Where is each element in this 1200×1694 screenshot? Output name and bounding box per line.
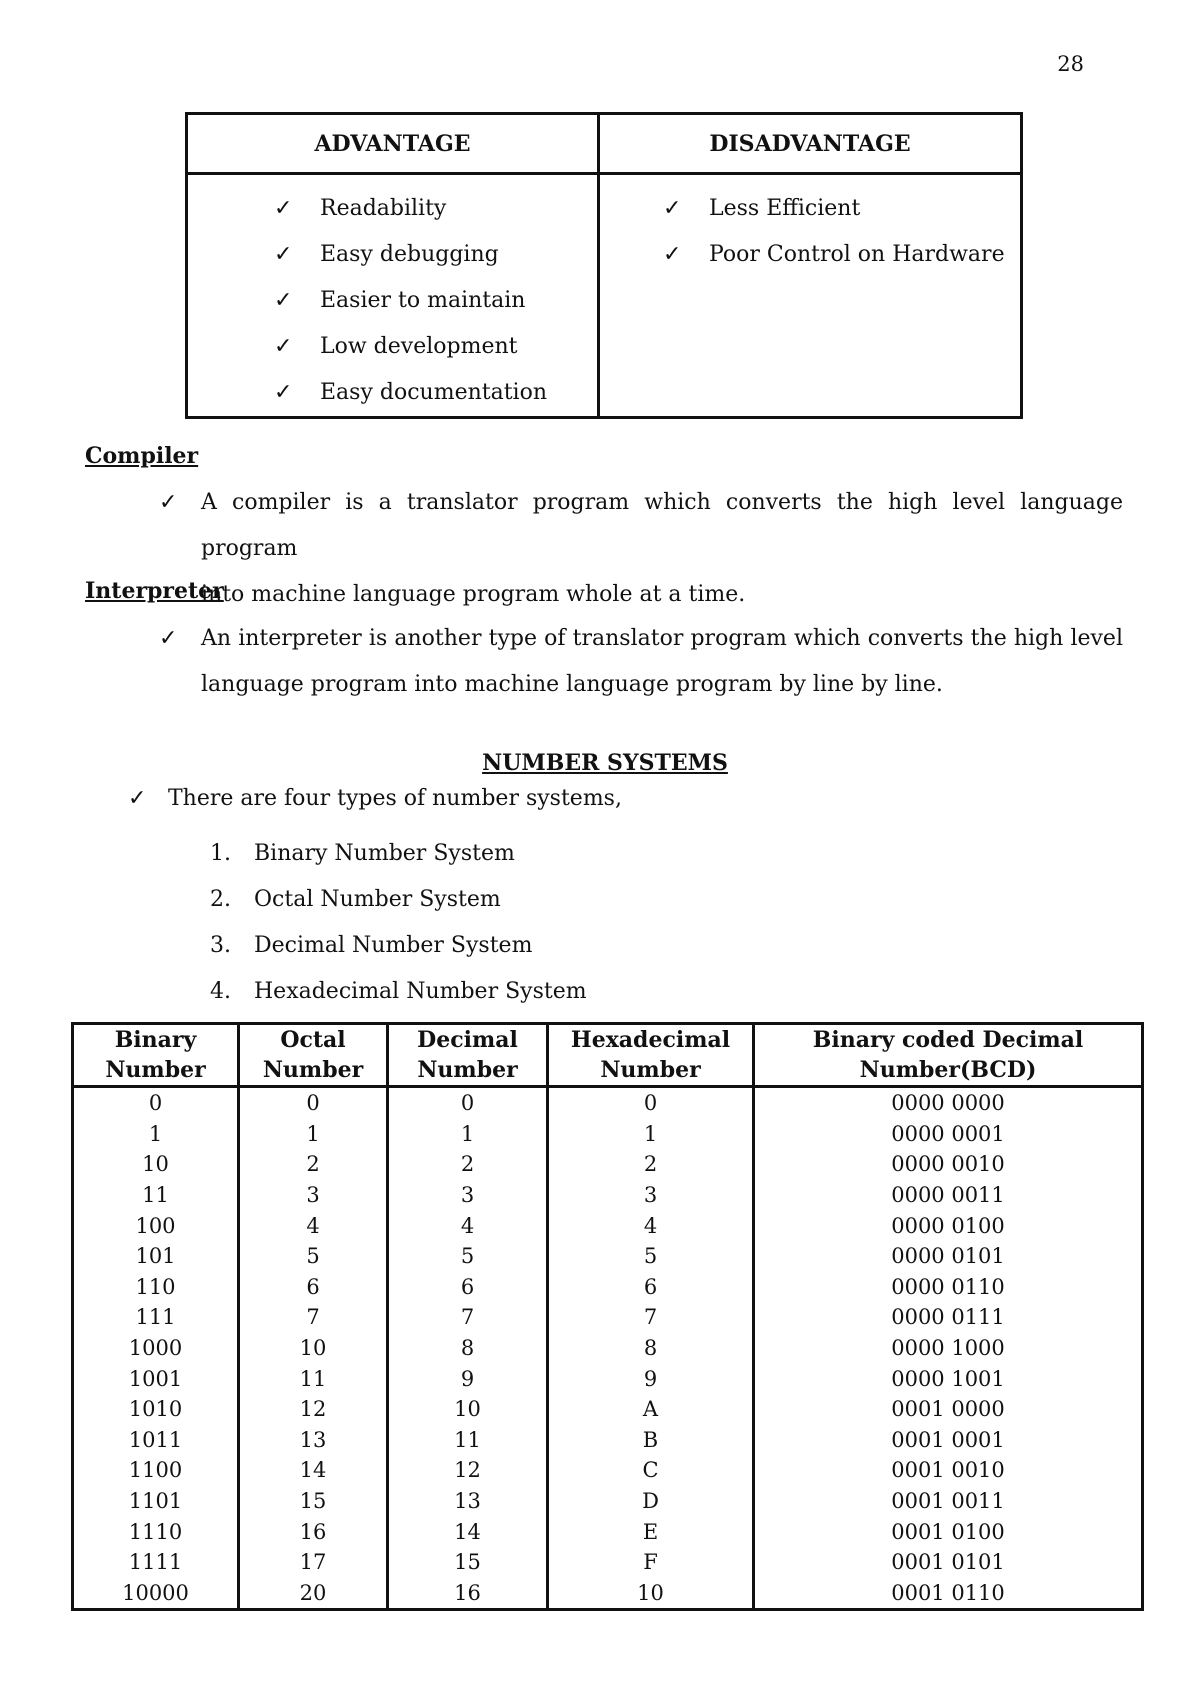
table-row — [73, 1516, 1143, 1547]
column-header-line: Binary coded Decimal — [812, 1027, 1084, 1053]
table-cell: 2 — [388, 1149, 548, 1180]
table-cell: 0001 0000 — [754, 1394, 1143, 1425]
column-header-line: Octal — [280, 1027, 346, 1053]
table-cell: 6 — [548, 1272, 754, 1303]
table-row — [73, 1272, 1143, 1303]
column-header-line: Binary — [114, 1027, 197, 1053]
disadvantage-list — [601, 185, 1019, 277]
column-header-line: Decimal — [417, 1027, 518, 1053]
interpreter-line-1: An interpreter is another type of translator program which converts the high level — [201, 626, 1123, 651]
table-cell: 15 — [388, 1547, 548, 1578]
table-cell: 6 — [388, 1272, 548, 1303]
table-cell: 3 — [388, 1180, 548, 1211]
item-label: Binary Number System — [254, 840, 515, 866]
item-label: Octal Number System — [254, 886, 501, 912]
table-cell: 12 — [239, 1394, 388, 1425]
table-cell: 1000 — [73, 1333, 239, 1364]
compiler-line-1: A compiler is a translator program which converts the high level language program — [201, 490, 1123, 561]
compiler-heading: Compiler — [85, 443, 199, 469]
number-systems-list — [210, 830, 587, 1014]
table-cell: 1111 — [73, 1547, 239, 1578]
table-cell: 16 — [239, 1516, 388, 1547]
column-header-line: Hexadecimal — [570, 1027, 731, 1053]
item-label: Decimal Number System — [254, 932, 533, 958]
advantage-item — [274, 277, 596, 323]
table-cell: 9 — [548, 1363, 754, 1394]
table-cell: 13 — [388, 1486, 548, 1517]
table-row — [73, 1394, 1143, 1425]
compiler-line-2: into machine language program whole at a time. — [201, 582, 746, 607]
table-cell: 0001 0101 — [754, 1547, 1143, 1578]
item-number: 4. — [210, 978, 231, 1004]
column-header-line: Number — [600, 1057, 701, 1083]
number-system-item — [210, 922, 587, 968]
table-cell: 0001 0010 — [754, 1455, 1143, 1486]
check-mark-icon: ✓ — [274, 333, 293, 359]
table-row — [73, 1302, 1143, 1333]
column-header — [548, 1024, 754, 1087]
disadvantage-item — [663, 231, 1019, 277]
table-cell: 11 — [239, 1363, 388, 1394]
table-row — [73, 1363, 1143, 1394]
table-cell: 7 — [548, 1302, 754, 1333]
table-row — [73, 1486, 1143, 1517]
table-cell: 5 — [239, 1241, 388, 1272]
advantage-label: Easy debugging — [320, 241, 499, 267]
table-cell: 5 — [548, 1241, 754, 1272]
column-header — [239, 1024, 388, 1087]
table-cell: 7 — [239, 1302, 388, 1333]
table-cell: 0 — [73, 1087, 239, 1119]
disadvantage-label: Poor Control on Hardware — [709, 241, 1005, 267]
table-cell: 16 — [388, 1578, 548, 1610]
table-row — [73, 1119, 1143, 1150]
table-cell: 14 — [239, 1455, 388, 1486]
table-cell: 7 — [388, 1302, 548, 1333]
table-cell: 0000 0001 — [754, 1119, 1143, 1150]
table-cell: 20 — [239, 1578, 388, 1610]
item-number: 2. — [210, 886, 231, 912]
table-cell: 0001 0100 — [754, 1516, 1143, 1547]
number-systems-table — [71, 1022, 1144, 1611]
number-systems-title: NUMBER SYSTEMS — [482, 750, 728, 776]
table-cell: 1100 — [73, 1455, 239, 1486]
advantage-label: Easier to maintain — [320, 287, 526, 313]
table-cell: 1 — [388, 1119, 548, 1150]
column-header-line: Number — [262, 1057, 364, 1083]
disadvantage-label: Less Efficient — [709, 195, 861, 221]
table-cell: 1110 — [73, 1516, 239, 1547]
table-cell: 10 — [239, 1333, 388, 1364]
table-cell: 0000 0000 — [754, 1087, 1143, 1119]
table-cell: 2 — [239, 1149, 388, 1180]
table-row — [73, 1241, 1143, 1272]
table-cell: 8 — [388, 1333, 548, 1364]
table-row — [73, 1149, 1143, 1180]
table-cell: 1101 — [73, 1486, 239, 1517]
table-cell: D — [548, 1486, 754, 1517]
intro-text: There are four types of number systems, — [168, 786, 622, 811]
table-cell: 0000 1000 — [754, 1333, 1143, 1364]
table-cell: 4 — [388, 1210, 548, 1241]
table-cell: 0001 0110 — [754, 1578, 1143, 1610]
table-cell: 1010 — [73, 1394, 239, 1425]
table-row — [73, 1210, 1143, 1241]
number-systems-intro — [128, 786, 622, 811]
item-label: Hexadecimal Number System — [254, 978, 587, 1004]
table-cell: 0000 0111 — [754, 1302, 1143, 1333]
page-number: 28 — [1057, 52, 1084, 76]
column-header — [73, 1024, 239, 1087]
column-header — [388, 1024, 548, 1087]
disadvantage-item — [663, 185, 1019, 231]
number-system-item — [210, 876, 587, 922]
table-cell: 1 — [73, 1119, 239, 1150]
interpreter-paragraph — [159, 616, 1123, 708]
check-mark-icon: ✓ — [128, 786, 147, 811]
table-cell: 6 — [239, 1272, 388, 1303]
table-cell: 3 — [548, 1180, 754, 1211]
table-cell: 0001 0011 — [754, 1486, 1143, 1517]
advantage-item — [274, 323, 596, 369]
table-cell: 0000 0110 — [754, 1272, 1143, 1303]
table-cell: 2 — [548, 1149, 754, 1180]
advantage-label: Low development — [320, 333, 518, 359]
advantage-item — [274, 231, 596, 277]
table-cell: 0 — [239, 1087, 388, 1119]
advantage-disadvantage-table — [185, 112, 1023, 419]
check-mark-icon: ✓ — [274, 379, 293, 405]
table-row — [73, 1180, 1143, 1211]
interpreter-heading: Interpreter — [85, 578, 224, 604]
advantage-label: Readability — [320, 195, 447, 221]
item-number: 3. — [210, 932, 231, 958]
compiler-paragraph — [159, 480, 1123, 618]
table-cell: 0000 0010 — [754, 1149, 1143, 1180]
table-cell: 9 — [388, 1363, 548, 1394]
table-cell: 0000 0101 — [754, 1241, 1143, 1272]
table-row — [73, 1578, 1143, 1610]
advantage-item — [274, 369, 596, 415]
table-cell: B — [548, 1425, 754, 1456]
table-cell: 101 — [73, 1241, 239, 1272]
check-mark-icon: ✓ — [274, 287, 293, 313]
table-row — [73, 1455, 1143, 1486]
table-row — [73, 1425, 1143, 1456]
disadvantage-cell — [599, 174, 1022, 418]
table-row — [73, 1087, 1143, 1119]
table-cell: 100 — [73, 1210, 239, 1241]
number-system-item — [210, 830, 587, 876]
table-cell: 0000 0011 — [754, 1180, 1143, 1211]
table-cell: 5 — [388, 1241, 548, 1272]
table-cell: 3 — [239, 1180, 388, 1211]
check-mark-icon: ✓ — [663, 195, 682, 221]
table-cell: F — [548, 1547, 754, 1578]
table-cell: E — [548, 1516, 754, 1547]
table-cell: 11 — [73, 1180, 239, 1211]
table-cell: 0000 0100 — [754, 1210, 1143, 1241]
table-cell: 111 — [73, 1302, 239, 1333]
check-mark-icon: ✓ — [663, 241, 682, 267]
table-cell: 8 — [548, 1333, 754, 1364]
table-cell: A — [548, 1394, 754, 1425]
advantage-item — [274, 185, 596, 231]
advantage-label: Easy documentation — [320, 379, 548, 405]
advantage-header: ADVANTAGE — [187, 114, 599, 174]
table-cell: 4 — [548, 1210, 754, 1241]
check-mark-icon: ✓ — [159, 626, 178, 651]
table-cell: 14 — [388, 1516, 548, 1547]
number-system-item — [210, 968, 587, 1014]
check-mark-icon: ✓ — [159, 490, 178, 515]
column-header-line: Number(BCD) — [859, 1057, 1037, 1083]
table-cell: 0001 0001 — [754, 1425, 1143, 1456]
table-cell: 110 — [73, 1272, 239, 1303]
check-mark-icon: ✓ — [274, 241, 293, 267]
table-cell: 15 — [239, 1486, 388, 1517]
table-cell: 0000 1001 — [754, 1363, 1143, 1394]
table-cell: 0 — [548, 1087, 754, 1119]
table-cell: 10000 — [73, 1578, 239, 1610]
interpreter-line-2: language program into machine language program by line by line. — [201, 672, 943, 697]
table-cell: 0 — [388, 1087, 548, 1119]
item-number: 1. — [210, 840, 231, 866]
table-cell: 4 — [239, 1210, 388, 1241]
table-cell: 1001 — [73, 1363, 239, 1394]
table-cell: 13 — [239, 1425, 388, 1456]
check-mark-icon: ✓ — [274, 195, 293, 221]
table-cell: 12 — [388, 1455, 548, 1486]
table-cell: 10 — [73, 1149, 239, 1180]
table-cell: 1011 — [73, 1425, 239, 1456]
advantage-cell — [187, 174, 599, 418]
table-row — [73, 1547, 1143, 1578]
table-cell: 17 — [239, 1547, 388, 1578]
column-header — [754, 1024, 1143, 1087]
advantage-list — [189, 185, 596, 415]
table-cell: 1 — [239, 1119, 388, 1150]
disadvantage-header: DISADVANTAGE — [599, 114, 1022, 174]
table-cell: C — [548, 1455, 754, 1486]
column-header-line: Number — [105, 1057, 206, 1083]
table-cell: 11 — [388, 1425, 548, 1456]
column-header-line: Number — [417, 1057, 518, 1083]
table-cell: 10 — [548, 1578, 754, 1610]
table-cell: 10 — [388, 1394, 548, 1425]
table-cell: 1 — [548, 1119, 754, 1150]
table-row — [73, 1333, 1143, 1364]
